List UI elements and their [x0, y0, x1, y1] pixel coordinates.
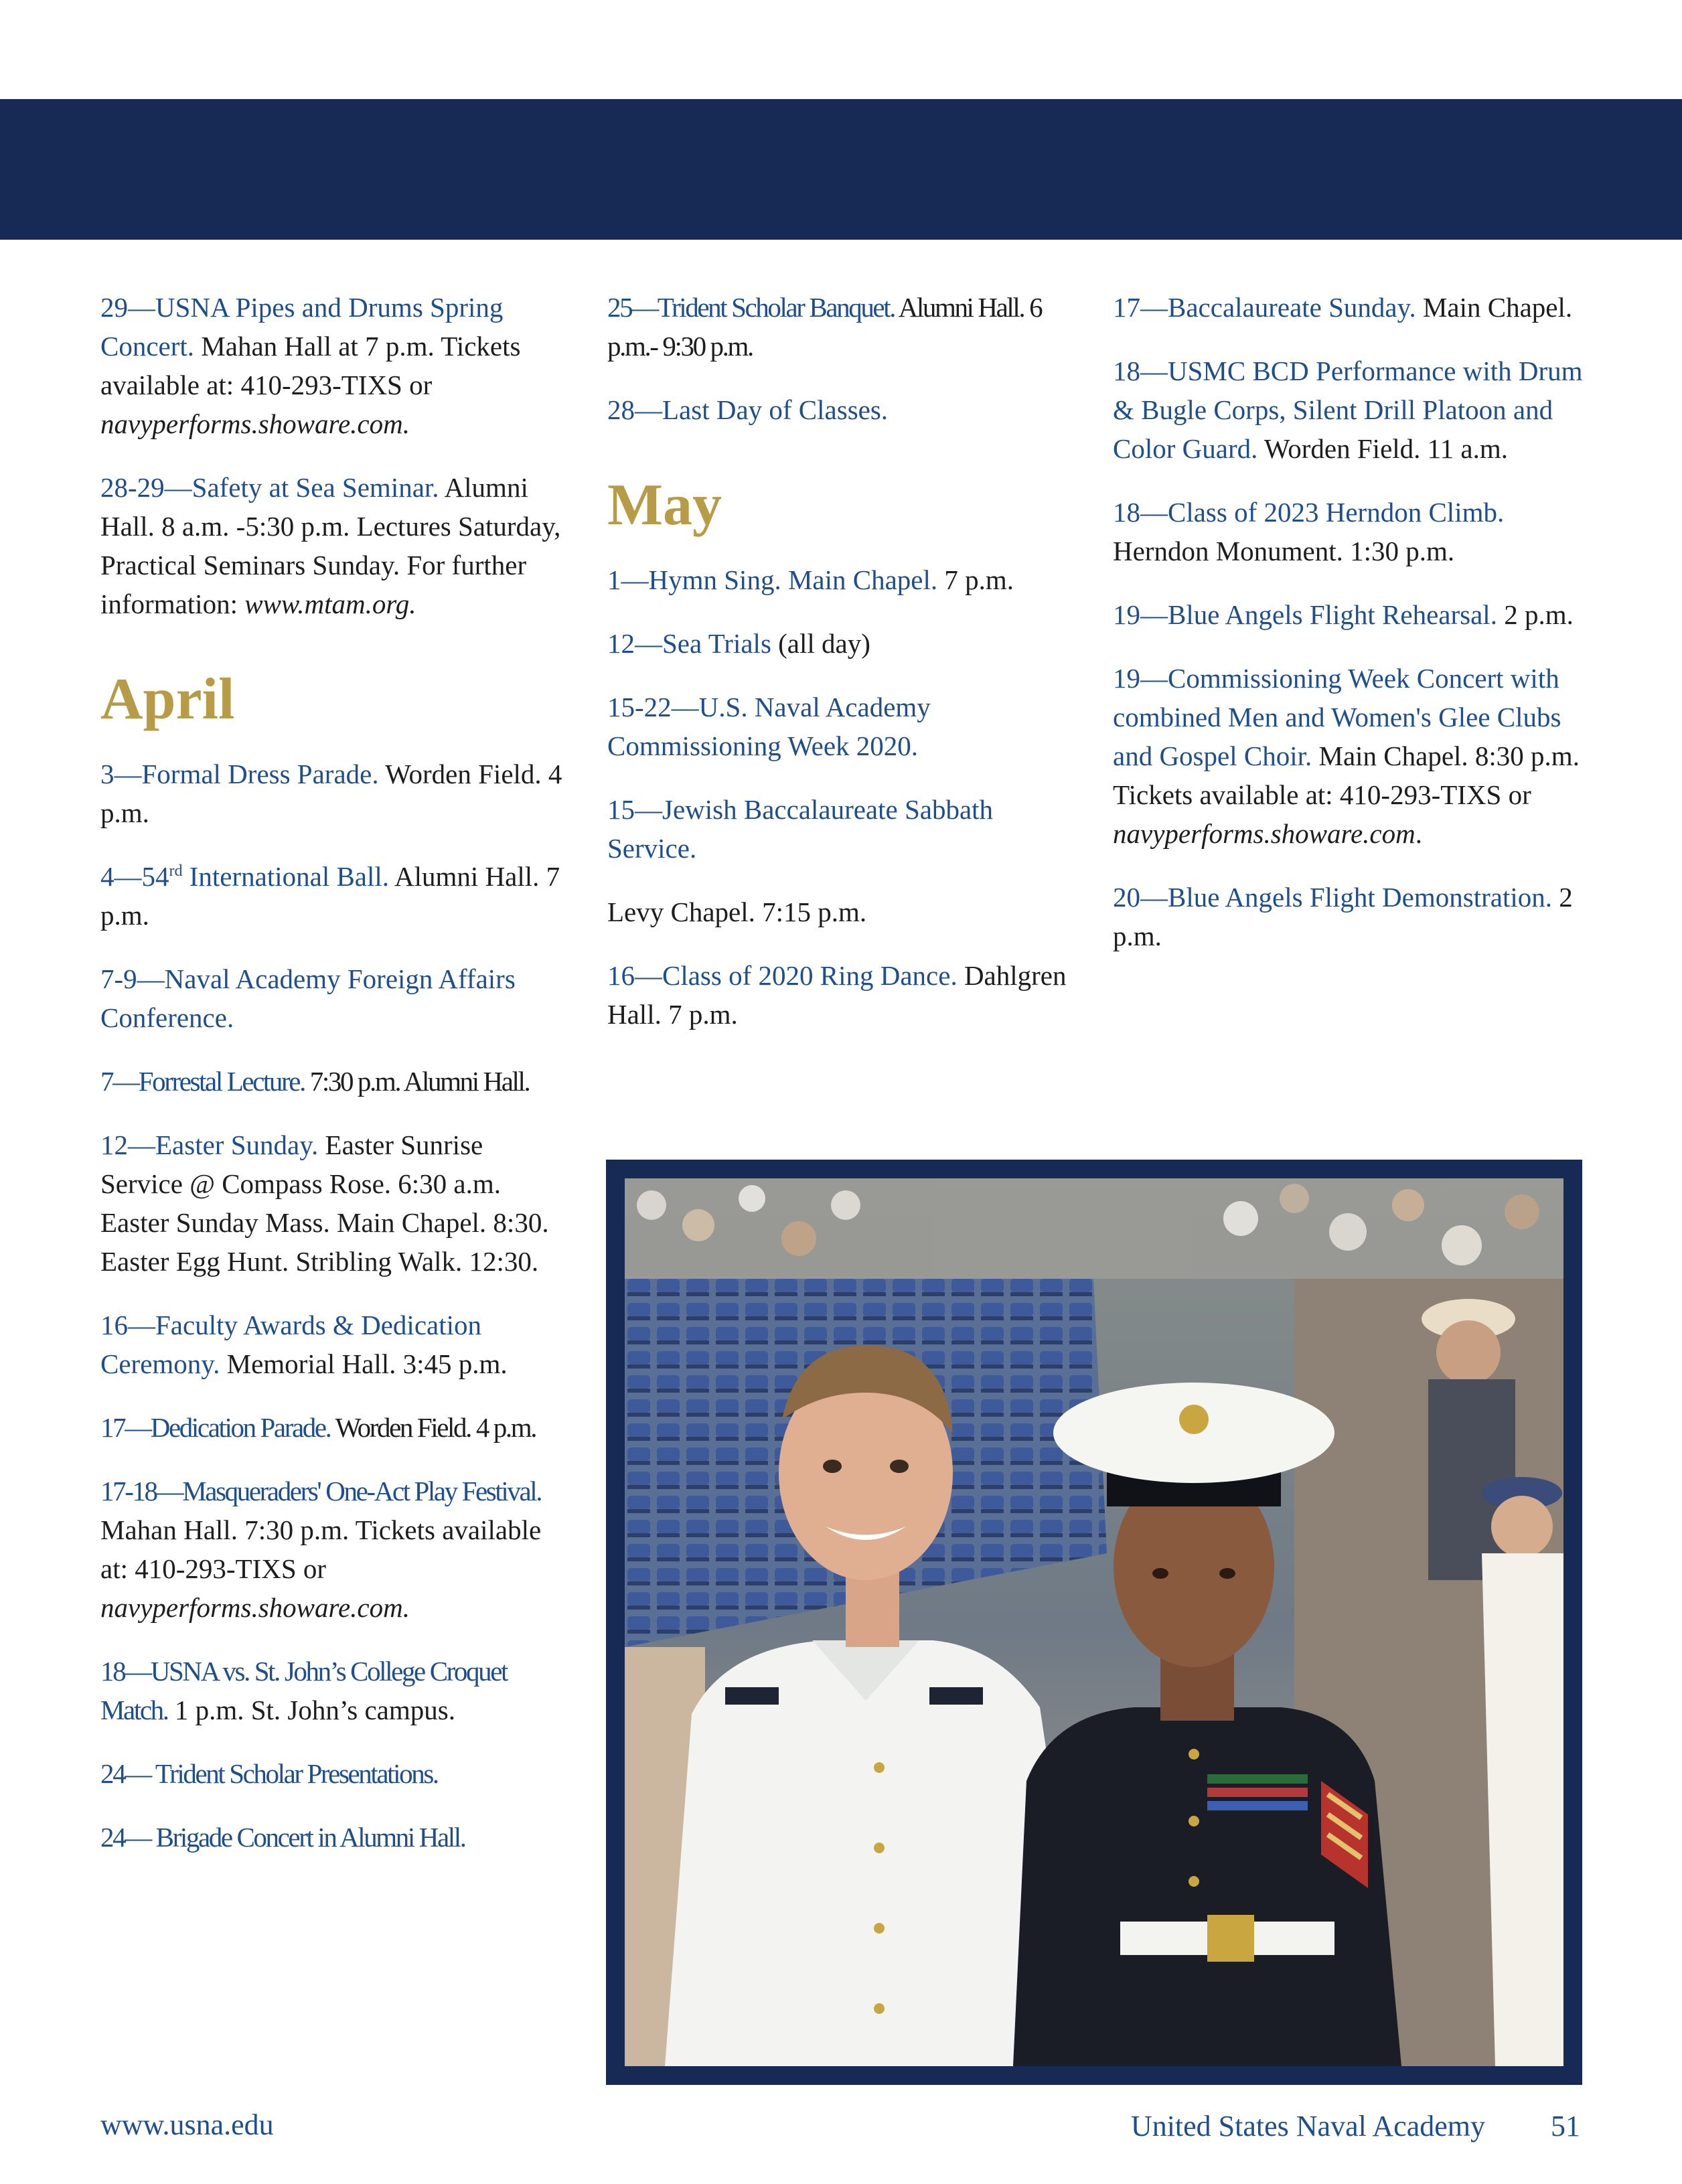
tickets-link[interactable]: navyperforms.showare.com.: [100, 408, 410, 439]
event-details: Herndon Monument. 1:30 p.m.: [1113, 536, 1455, 566]
event-title: 20—Blue Angels Flight Demonstration.: [1113, 882, 1552, 913]
event-trident-presentations: [100, 1754, 569, 1793]
event-details: Alumni Hall. 8 a.m. -5:30 p.m. Lectures Saturday, Practical Seminars Sunday. For further information:: [100, 472, 561, 619]
month-heading-april: April: [100, 667, 235, 732]
event-title: 24— Trident Scholar Presentations.: [100, 1758, 438, 1789]
event-title: 16—Faculty Awards & Dedication Ceremony.: [100, 1310, 481, 1379]
event-details-end: .: [1415, 818, 1422, 849]
event-title: 17-18—Masqueraders' One-Act Play Festival.: [100, 1476, 542, 1506]
event-masqueraders-festival: [100, 1472, 569, 1627]
event-details: Alumni Hall. 7 p.m.: [100, 861, 560, 931]
event-title: 12—Easter Sunday.: [100, 1129, 319, 1160]
ordinal-suffix: rd: [169, 862, 183, 880]
event-details: Main Chapel. 8:30 p.m. Tickets available at: 410-293-TIXS or: [1113, 740, 1580, 810]
tickets-link[interactable]: navyperforms.showare.com.: [100, 1592, 410, 1623]
event-hymn-sing: [607, 560, 1076, 599]
event-title: 7-9—Naval Academy Foreign Affairs Conference.: [100, 963, 516, 1033]
event-last-day-of-classes: [607, 390, 1076, 429]
event-usmc-bcd-performance: [1113, 352, 1595, 468]
event-details: Mahan Hall. 7:30 p.m. Tickets available at: 410-293-TIXS or: [100, 1514, 542, 1584]
event-title-prefix: 4—54: [100, 861, 169, 892]
event-easter-sunday: [100, 1125, 569, 1281]
event-details: (all day): [771, 628, 870, 659]
event-title: 24— Brigade Concert in Alumni Hall.: [100, 1822, 465, 1853]
event-title: 17—Dedication Parade.: [100, 1412, 331, 1443]
event-title: 18—Class of 2023 Herndon Climb.: [1113, 497, 1505, 528]
event-title: 7—Forrestal Lecture.: [100, 1066, 305, 1097]
info-link[interactable]: www.mtam.org.: [244, 589, 416, 619]
event-blue-angels-rehearsal: [1113, 595, 1595, 634]
event-title: [100, 861, 389, 892]
event-title: 1—Hymn Sing. Main Chapel.: [607, 564, 938, 595]
event-blue-angels-demonstration: [1113, 878, 1595, 955]
event-safety-at-sea: [100, 468, 569, 623]
event-details: Alumni Hall. 6 p.m.- 9:30 p.m.: [607, 292, 1042, 362]
event-faculty-awards: [100, 1306, 569, 1383]
event-details: 2 p.m.: [1497, 599, 1574, 630]
event-levy-chapel: [607, 892, 1076, 931]
events-column-1: [100, 288, 569, 1881]
event-details: Main Chapel.: [1416, 292, 1573, 323]
event-commissioning-concert: [1113, 659, 1595, 853]
event-details: Easter Sunrise Service @ Compass Rose. 6:30 a.m. Easter Sunday Mass. Main Chapel. 8:30. Easter Egg Hunt. Stribling Walk. 12:30.: [100, 1129, 549, 1277]
event-title-rest: International Ball.: [182, 861, 390, 892]
event-details: 2 p.m.: [1113, 882, 1573, 951]
event-details: Levy Chapel. 7:15 p.m.: [607, 896, 867, 927]
event-title: 19—Commissioning Week Concert with combined Men and Women's Glee Clubs and Gospel Choir.: [1113, 663, 1561, 771]
event-dedication-parade: [100, 1408, 569, 1447]
event-herndon-climb: [1113, 493, 1595, 570]
event-international-ball: [100, 857, 569, 935]
page-footer: [1131, 2109, 1580, 2143]
event-details: Worden Field. 4 p.m.: [330, 1412, 536, 1443]
photo-frame: [606, 1160, 1582, 2085]
page-number: 51: [1551, 2110, 1580, 2142]
event-title: 19—Blue Angels Flight Rehearsal.: [1113, 599, 1497, 630]
website-link[interactable]: www.usna.edu: [100, 2108, 274, 2141]
event-baccalaureate-sunday: [1113, 288, 1595, 327]
event-details: Memorial Hall. 3:45 p.m.: [220, 1348, 508, 1379]
event-sea-trials: [607, 624, 1076, 663]
event-jewish-baccalaureate: [607, 790, 1076, 868]
events-column-3: [1113, 288, 1595, 980]
event-title: 15-22—U.S. Naval Academy Commissioning Week 2020.: [607, 692, 931, 761]
event-pipes-drums-concert: [100, 288, 569, 443]
event-title: 25—Trident Scholar Banquet.: [607, 292, 895, 323]
event-foreign-affairs-conference: [100, 959, 569, 1037]
event-title: 15—Jewish Baccalaureate Sabbath Service.: [607, 794, 994, 864]
event-details: Worden Field. 4 p.m.: [100, 759, 562, 828]
event-forrestal-lecture: [100, 1062, 569, 1101]
event-title: 18—USNA vs. St. John’s College Croquet Match.: [100, 1656, 507, 1725]
event-title: 3—Formal Dress Parade.: [100, 759, 379, 789]
event-details: 7 p.m.: [937, 564, 1014, 595]
event-formal-dress-parade: [100, 755, 569, 832]
event-details: 1 p.m. St. John’s campus.: [167, 1695, 455, 1725]
event-title: 12—Sea Trials: [607, 628, 771, 659]
header-banner: [0, 99, 1682, 240]
event-details: 7:30 p.m. Alumni Hall.: [304, 1066, 530, 1097]
event-title: 28—Last Day of Classes.: [607, 394, 889, 425]
event-details: Worden Field. 11 a.m.: [1257, 433, 1508, 464]
event-title: 28-29—Safety at Sea Seminar.: [100, 472, 439, 503]
tickets-link[interactable]: navyperforms.showare.com: [1113, 818, 1416, 849]
event-ring-dance: [607, 956, 1076, 1034]
month-heading-may: May: [607, 473, 722, 538]
event-title: 18—USMC BCD Performance with Drum & Bugle Corps, Silent Drill Platoon and Color Guard.: [1113, 356, 1583, 464]
event-details: Mahan Hall at 7 p.m. Tickets available at: 410-293-TIXS or: [100, 331, 521, 400]
event-trident-banquet: [607, 288, 1076, 366]
event-croquet-match: [100, 1652, 569, 1729]
organization-name: United States Naval Academy: [1130, 2110, 1485, 2142]
graduates-photo: [625, 1178, 1563, 2066]
event-details: Dahlgren Hall. 7 p.m.: [607, 960, 1067, 1030]
event-title: 16—Class of 2020 Ring Dance.: [607, 960, 958, 991]
event-brigade-concert: [100, 1818, 569, 1857]
events-column-2: [607, 288, 1076, 1059]
event-title: 29—USNA Pipes and Drums Spring Concert.: [100, 292, 504, 362]
event-commissioning-week: [607, 688, 1076, 765]
event-title: 17—Baccalaureate Sunday.: [1113, 292, 1416, 323]
